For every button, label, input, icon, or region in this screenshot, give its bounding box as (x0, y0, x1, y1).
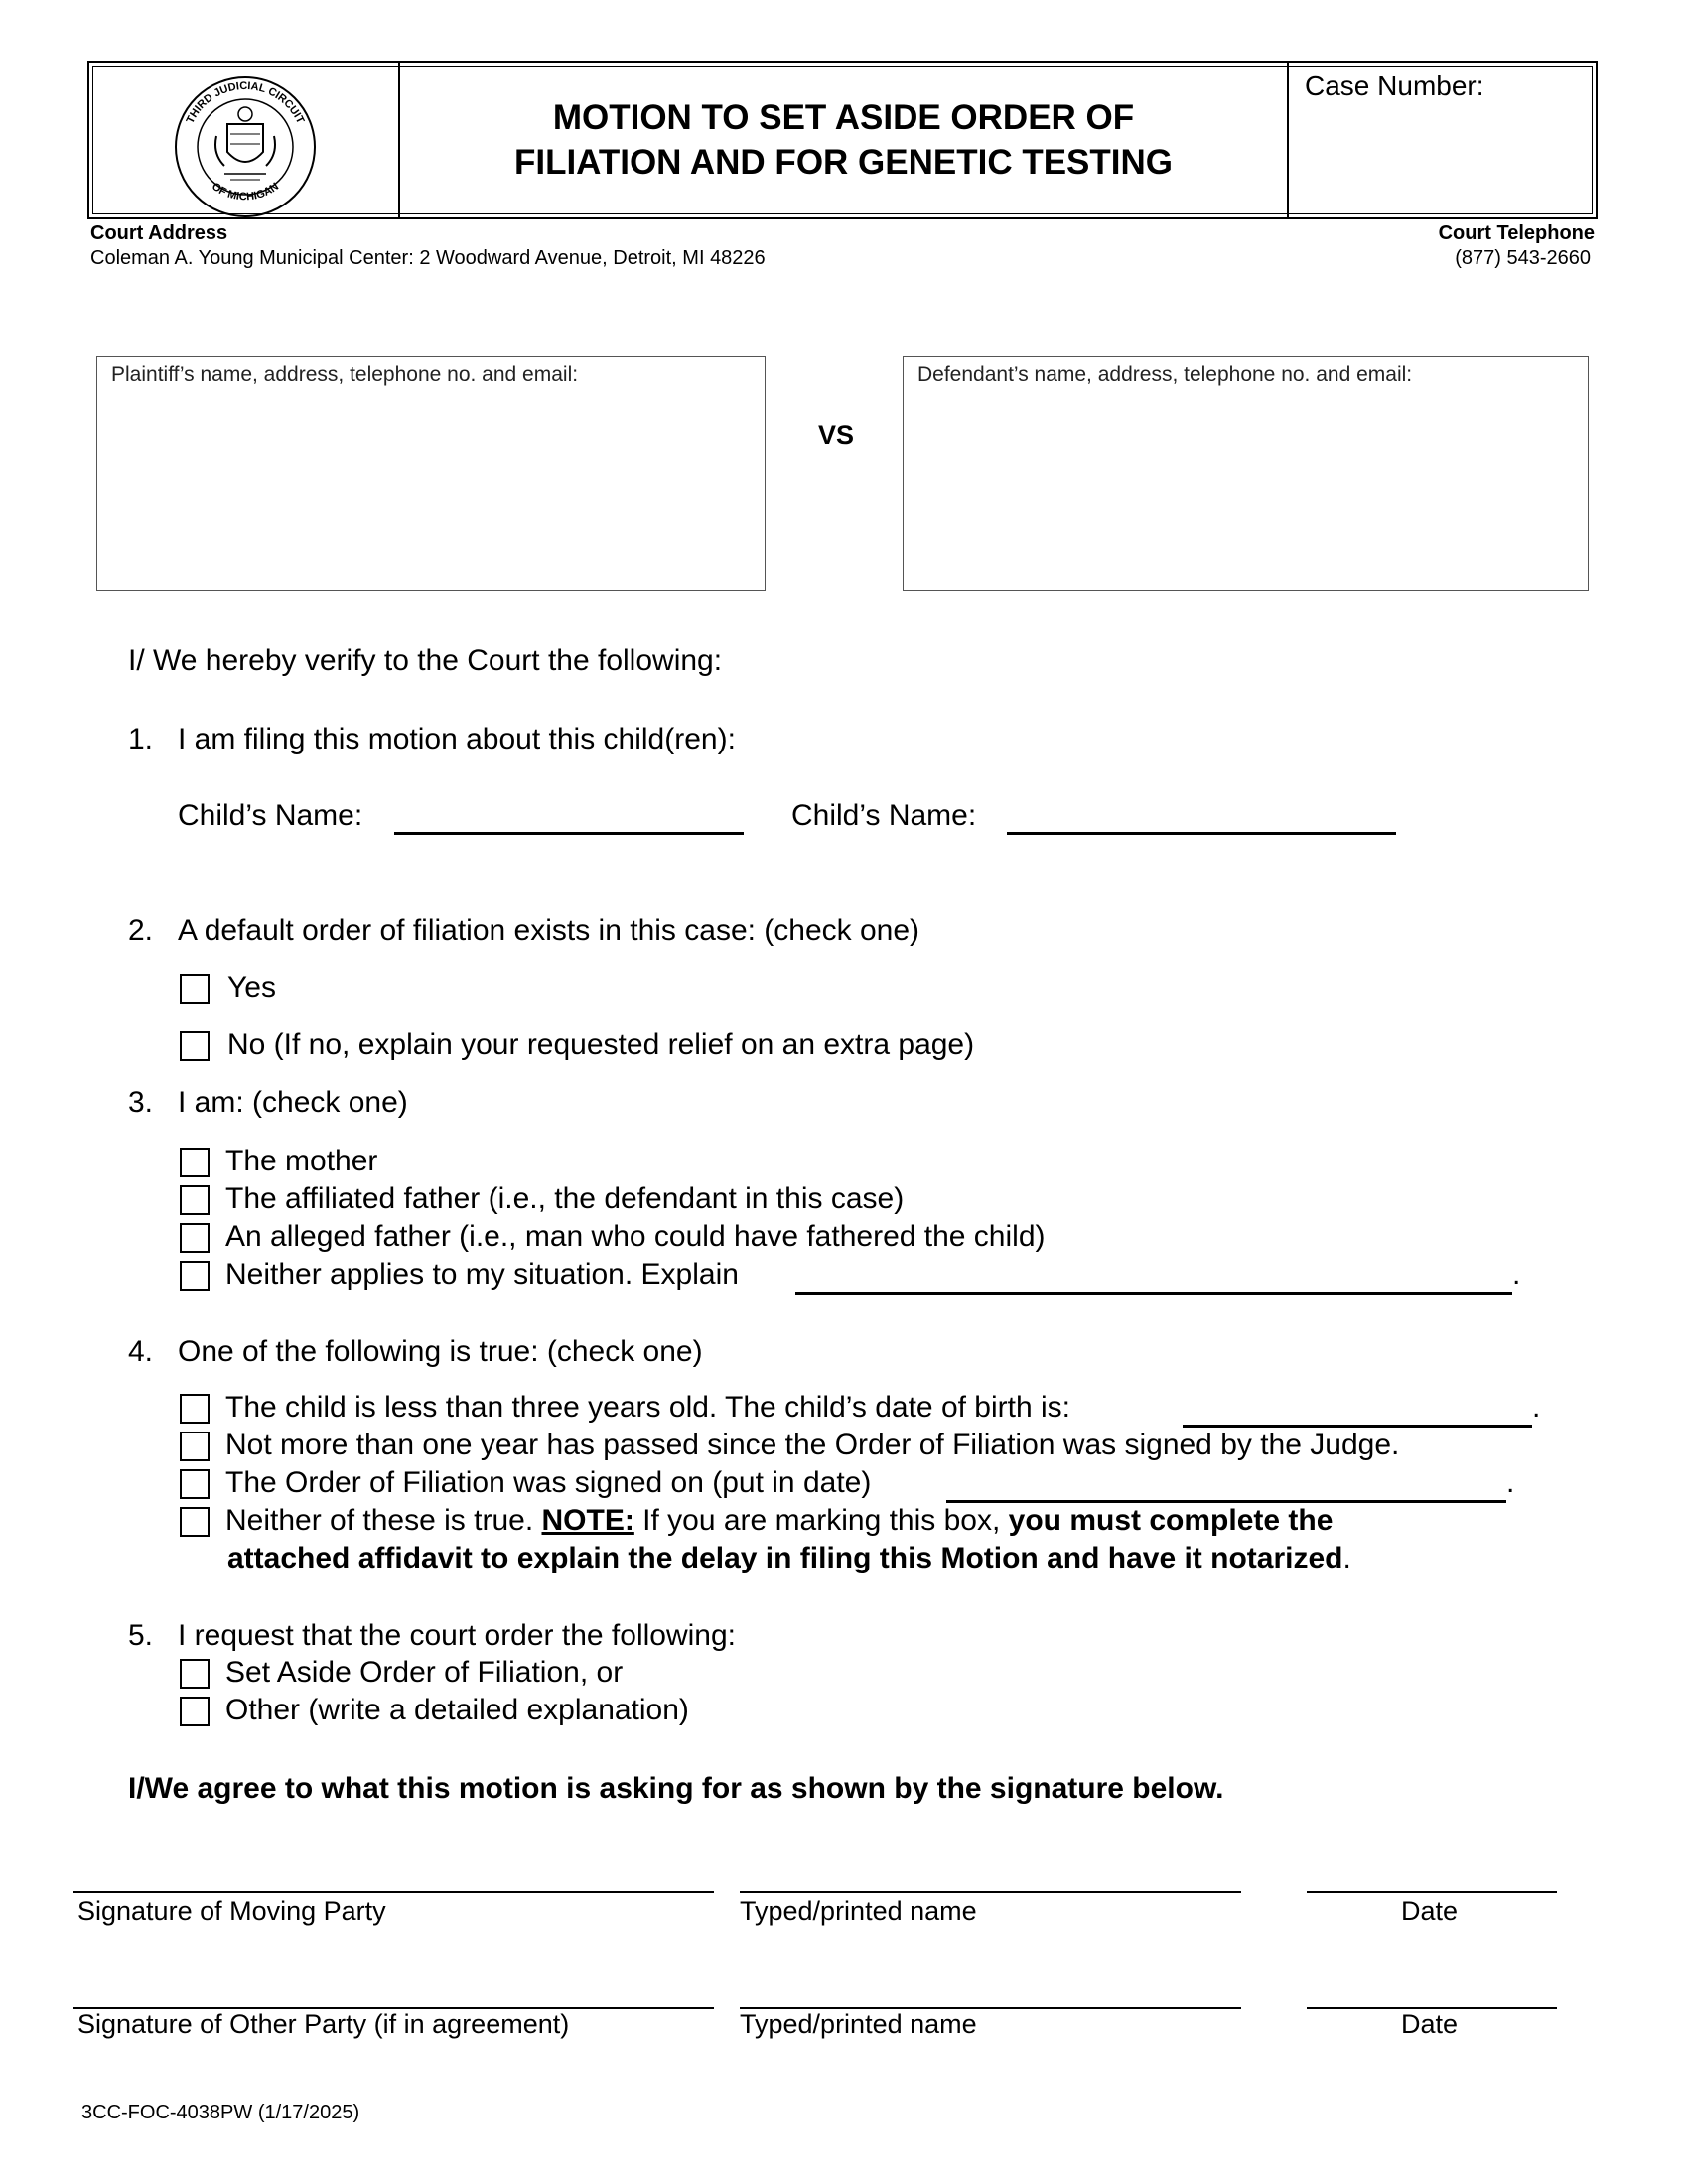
q4-line-end-1: . (1532, 1391, 1541, 1424)
svg-text:OF MICHIGAN: OF MICHIGAN (209, 180, 282, 204)
q3-mother-label: The mother (225, 1145, 378, 1177)
defendant-label: Defendant’s name, address, telephone no. and email: (917, 363, 1413, 386)
q4-option4-line1 (225, 1504, 1333, 1538)
moving-party-date-label: Date (1401, 1896, 1459, 1926)
court-seal-icon (173, 74, 318, 219)
svg-text:THIRD JUDICIAL CIRCUIT: THIRD JUDICIAL CIRCUIT (184, 79, 307, 126)
q3-mother-checkbox[interactable] (180, 1148, 210, 1177)
q3-alleged-father-checkbox[interactable] (180, 1223, 210, 1253)
case-number-cell[interactable] (1289, 63, 1596, 217)
q3-number: 3. (128, 1086, 154, 1119)
court-telephone: (877) 543-2660 (1455, 247, 1591, 269)
q4-option2-checkbox[interactable] (180, 1432, 210, 1461)
q3-alleged-father-label: An alleged father (i.e., man who could have fathered the child) (225, 1220, 1046, 1253)
q4-option3-label: The Order of Filiation was signed on (put in date) (225, 1466, 872, 1499)
q2-no-checkbox[interactable] (180, 1031, 210, 1061)
q3-affiliated-father-checkbox[interactable] (180, 1185, 210, 1215)
seal-cell (89, 63, 400, 217)
q5-number: 5. (128, 1619, 154, 1652)
court-address: Coleman A. Young Municipal Center: 2 Woodward Avenue, Detroit, MI 48226 (90, 247, 766, 269)
q3-neither-checkbox[interactable] (180, 1261, 210, 1291)
q1-number: 1. (128, 723, 154, 755)
q4-option4-line2-end: . (1342, 1542, 1351, 1574)
moving-party-typed-name-label: Typed/printed name (740, 1896, 977, 1926)
child-name-label-1: Child’s Name: (178, 799, 363, 832)
q2-yes-label: Yes (227, 971, 276, 1004)
court-address-label: Court Address (90, 222, 228, 244)
plaintiff-label: Plaintiff’s name, address, telephone no. and email: (111, 363, 579, 386)
q4-option4-start: Neither of these is true. (225, 1504, 542, 1537)
q3-text: I am: (check one) (178, 1086, 408, 1119)
q2-text: A default order of filiation exists in this case: (check one) (178, 914, 920, 947)
court-telephone-label: Court Telephone (1438, 222, 1595, 244)
header-table (87, 61, 1598, 219)
agreement-statement: I/We agree to what this motion is asking for as shown by the signature below. (128, 1772, 1224, 1805)
q4-option4-line2 (227, 1542, 1351, 1575)
child-dob-field[interactable] (1183, 1425, 1532, 1428)
q4-line-end-3: . (1506, 1466, 1515, 1499)
other-party-signature-label: Signature of Other Party (if in agreement) (77, 2009, 570, 2039)
q4-option1-checkbox[interactable] (180, 1394, 210, 1424)
form-id: 3CC-FOC-4038PW (1/17/2025) (81, 2102, 360, 2123)
q3-neither-label: Neither applies to my situation. Explain (225, 1258, 739, 1291)
q2-yes-checkbox[interactable] (180, 974, 210, 1004)
q4-option1-label: The child is less than three years old. The child’s date of birth is: (225, 1391, 1071, 1424)
q4-option3-checkbox[interactable] (180, 1469, 210, 1499)
other-party-typed-name-label: Typed/printed name (740, 2009, 977, 2039)
q3-line-end: . (1512, 1258, 1521, 1291)
moving-party-typed-name-line[interactable] (740, 1891, 1241, 1893)
q3-explain-field[interactable] (795, 1292, 1512, 1295)
case-number-label: Case Number: (1305, 70, 1484, 101)
child-name-field-1[interactable] (394, 832, 744, 835)
q2-number: 2. (128, 914, 154, 947)
versus-label: VS (818, 420, 855, 450)
other-party-date-label: Date (1401, 2009, 1459, 2039)
q3-affiliated-father-label: The affiliated father (i.e., the defendant in this case) (225, 1182, 905, 1215)
q5-set-aside-checkbox[interactable] (180, 1659, 210, 1689)
q2-no-label: No (If no, explain your requested relief on an extra page) (227, 1028, 975, 1061)
form-title: MOTION TO SET ASIDE ORDER OF FILIATION AND FOR GENETIC TESTING (513, 98, 1174, 182)
q5-other-label: Other (write a detailed explanation) (225, 1694, 689, 1726)
q5-other-checkbox[interactable] (180, 1697, 210, 1726)
verify-intro: I/ We hereby verify to the Court the following: (128, 644, 723, 677)
q4-note-label: NOTE: (541, 1504, 634, 1537)
q1-text: I am filing this motion about this child(ren): (178, 723, 736, 755)
q4-number: 4. (128, 1335, 154, 1368)
q5-set-aside-label: Set Aside Order of Filiation, or (225, 1656, 624, 1689)
child-name-label-2: Child’s Name: (791, 799, 977, 832)
moving-party-signature-label: Signature of Moving Party (77, 1896, 386, 1926)
child-name-field-2[interactable] (1007, 832, 1396, 835)
q4-option2-label: Not more than one year has passed since the Order of Filiation was signed by the Judge. (225, 1429, 1400, 1461)
q4-option4-middle: If you are marking this box, (633, 1504, 1009, 1537)
defendant-box[interactable] (903, 356, 1589, 591)
plaintiff-box[interactable] (96, 356, 766, 591)
q4-text: One of the following is true: (check one) (178, 1335, 703, 1368)
q4-option4-line2-bold: attached affidavit to explain the delay in filing this Motion and have it notarized (227, 1542, 1343, 1574)
order-signed-date-field[interactable] (946, 1500, 1506, 1503)
q4-option4-checkbox[interactable] (180, 1507, 210, 1537)
q4-option4-bold: you must complete the (1008, 1504, 1334, 1537)
q5-text: I request that the court order the following: (178, 1619, 736, 1652)
title-cell (400, 63, 1289, 217)
moving-party-date-line[interactable] (1307, 1891, 1557, 1893)
moving-party-signature-line[interactable] (73, 1891, 714, 1893)
